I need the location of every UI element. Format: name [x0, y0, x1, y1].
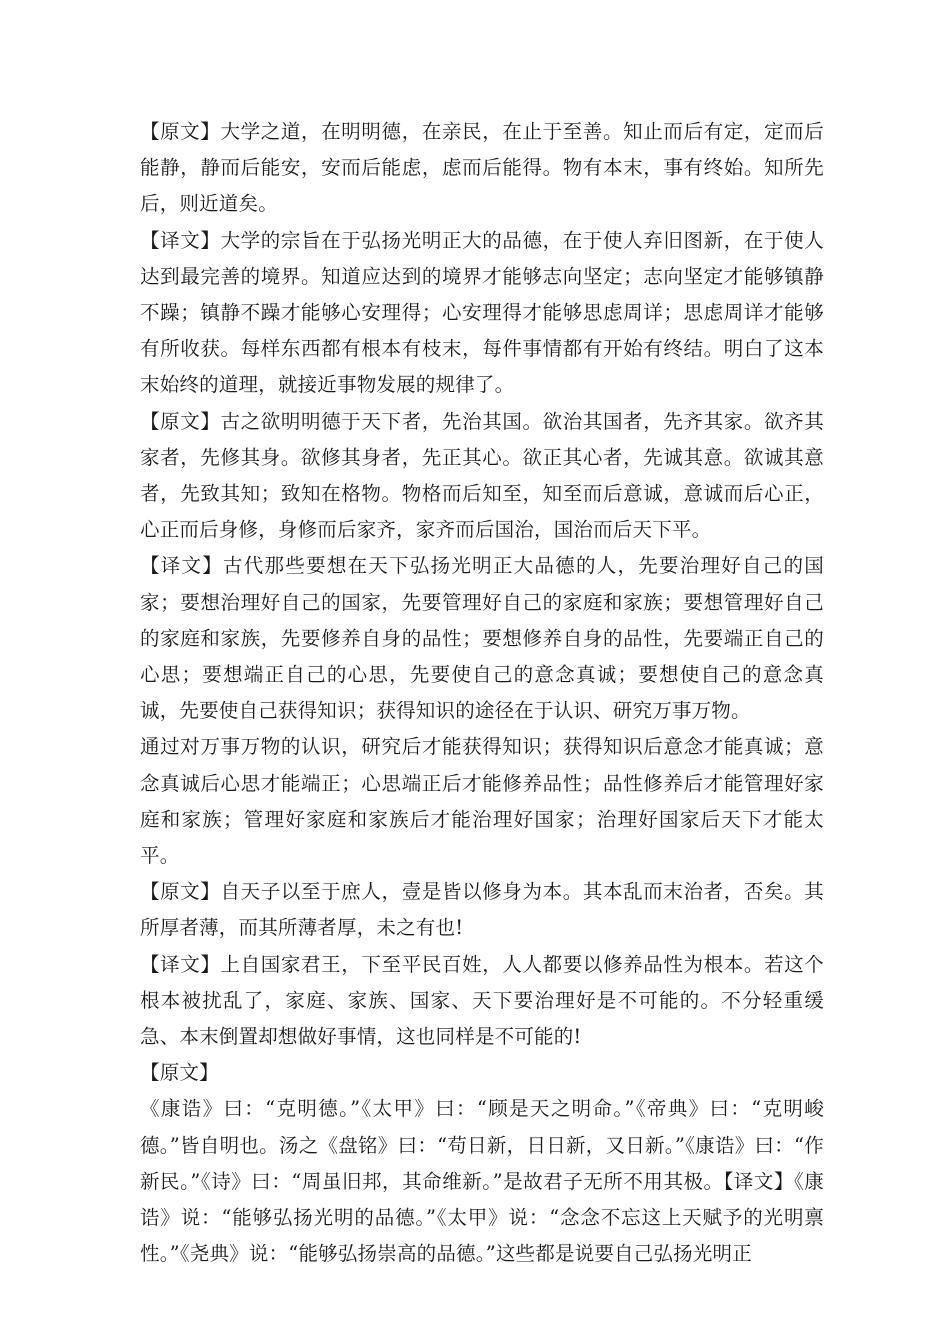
paragraph-yiwen-2: 【译文】古代那些要想在天下弘扬光明正大品德的人，先要治理好自己的国家；要想治理好自己的国家，先要管理好自己的家庭和家族；要想管理好自己的家庭和家族，先要修养自身的品性；要想修养自身的品性，先要端正自己的心思；要想端正自己的心思，先要使自己的意念真诚；要想使自己的意念真诚，先要使自己获得知识；获得知识的途径在于认识、研究万事万物。 — [140, 554, 824, 723]
paragraph-yuanwen-1: 【原文】大学之道，在明明德，在亲民，在止于至善。知止而后有定，定而后能静，静而后能安，安而后能虑，虑而后能得。物有本末，事有终始。知所先后，则近道矣。 — [140, 120, 824, 216]
paragraph-yuanwen-3: 【原文】自天子以至于庶人，壹是皆以修身为本。其本乱而末治者，否矣。其所厚者薄，而其所薄者厚，未之有也! — [140, 880, 824, 940]
paragraph-yiwen-1: 【译文】大学的宗旨在于弘扬光明正大的品德，在于使人弃旧图新，在于使人达到最完善的境界。知道应达到的境界才能够志向坚定；志向坚定才能够镇静不躁；镇静不躁才能够心安理得；心安理得才能够思虑周详；思虑周详才能够有所收获。每样东西都有根本有枝末，每件事情都有开始有终结。明白了这本末始终的道理，就接近事物发展的规律了。 — [140, 228, 824, 397]
paragraph-yiwen-2-continued: 通过对万事万物的认识，研究后才能获得知识；获得知识后意念才能真诚；意念真诚后心思才能端正；心思端正后才能修养品性；品性修养后才能管理好家庭和家族；管理好家庭和家族后才能治理好国家；治理好国家后天下才能太平。 — [140, 735, 824, 868]
document-body — [140, 114, 824, 1273]
paragraph-yiwen-3: 【译文】上自国家君王，下至平民百姓，人人都要以修养品性为根本。若这个根本被扰乱了，家庭、家族、国家、天下要治理好是不可能的。不分轻重缓急、本末倒置却想做好事情，这也同样是不可能的! — [140, 952, 824, 1049]
paragraph-yuanwen-4-heading: 【原文】 — [140, 1061, 219, 1085]
paragraph-yuanwen-4: 《康诰》曰：“克明德。”《太甲》曰：“顾是天之明命。”《帝典》曰：“克明峻德。”皆自明也。汤之《盘铭》曰：“苟日新，日日新，又日新。”《康诰》曰：“作新民。”《诗》曰：“周虽旧邦，其命维新。”是故君子无所不用其极。【译文】《康诰》说：“能够弘扬光明的品德。”《太甲》说：“念念不忘这上天赋予的光明禀性。”《尧典》说：“能够弘扬崇高的品德。”这些都是说要自己弘扬光明正 — [140, 1097, 824, 1266]
paragraph-yuanwen-2: 【原文】古之欲明明德于天下者，先治其国。欲治其国者，先齐其家。欲齐其家者，先修其身。欲修其身者，先正其心。欲正其心者，先诚其意。欲诚其意者，先致其知；致知在格物。物格而后知至，知至而后意诚，意诚而后心正，心正而后身修，身修而后家齐，家齐而后国治，国治而后天下平。 — [140, 409, 824, 542]
